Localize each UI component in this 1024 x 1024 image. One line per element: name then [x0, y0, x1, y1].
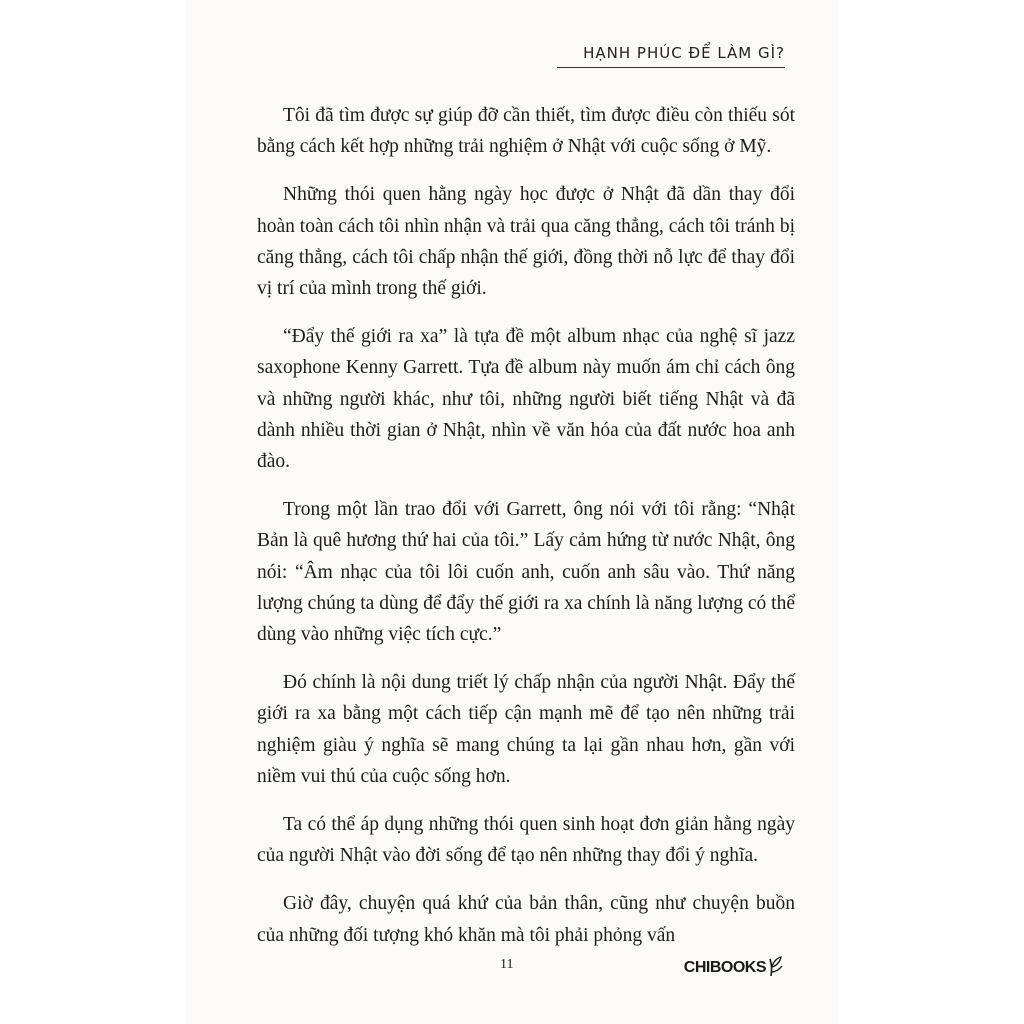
paragraph: “Đẩy thế giới ra xa” là tựa đề một album nhạc của nghệ sĩ jazz saxophone Kenny Garrett. Tựa đề album này muốn ám chỉ cách ông và những người khác, như tôi, những người biết tiếng Nhật và đã dành nhiều thời gian ở Nhật, nhìn về văn hóa của đất nước hoa anh đào. [257, 326, 795, 473]
publisher-logo [684, 955, 785, 977]
header-rule [557, 67, 785, 68]
paragraph: Tôi đã tìm được sự giúp đỡ cần thiết, tìm được điều còn thiếu sót bằng cách kết hợp những trải nghiệm ở Nhật với cuộc sống ở Mỹ. [257, 105, 795, 158]
paragraph: Giờ đây, chuyện quá khứ của bản thân, cũng như chuyện buồn của những đối tượng khó khăn mà tôi phải phỏng vấn [257, 893, 795, 946]
leaf-sprout-icon [767, 955, 785, 977]
publisher-name: CHIBOOKS [683, 959, 766, 976]
paragraph: Những thói quen hằng ngày học được ở Nhật đã dần thay đổi hoàn toàn cách tôi nhìn nhận và trải qua căng thẳng, cách tôi tránh bị căng thẳng, cách tôi chấp nhận thế giới, đồng thời nỗ lực để thay đổi vị trí của mình trong thế giới. [257, 184, 795, 300]
book-page [187, 0, 837, 1024]
paragraph: Trong một lần trao đổi với Garrett, ông nói với tôi rằng: “Nhật Bản là quê hương thứ hai của tôi.” Lấy cảm hứng từ nước Nhật, ông nói: “Âm nhạc của tôi lôi cuốn anh, cuốn anh sâu vào. Thứ năng lượng chúng ta dùng để đẩy thế giới ra xa chính là năng lượng có thể dùng vào những việc tích cực.” [257, 499, 795, 646]
running-title: HẠNH PHÚC ĐỂ LÀM GÌ? [583, 44, 785, 62]
paragraph: Đó chính là nội dung triết lý chấp nhận của người Nhật. Đẩy thế giới ra xa bằng một cách tiếp cận mạnh mẽ để tạo nên những trải nghiệm giàu ý nghĩa sẽ mang chúng ta lại gần nhau hơn, gần với niềm vui thú của cuộc sống hơn. [257, 672, 795, 787]
paragraph: Ta có thể áp dụng những thói quen sinh hoạt đơn giản hằng ngày của người Nhật vào đời sống để tạo nên những thay đổi ý nghĩa. [257, 814, 795, 867]
page-number: 11 [500, 957, 514, 972]
body-text [257, 100, 795, 968]
